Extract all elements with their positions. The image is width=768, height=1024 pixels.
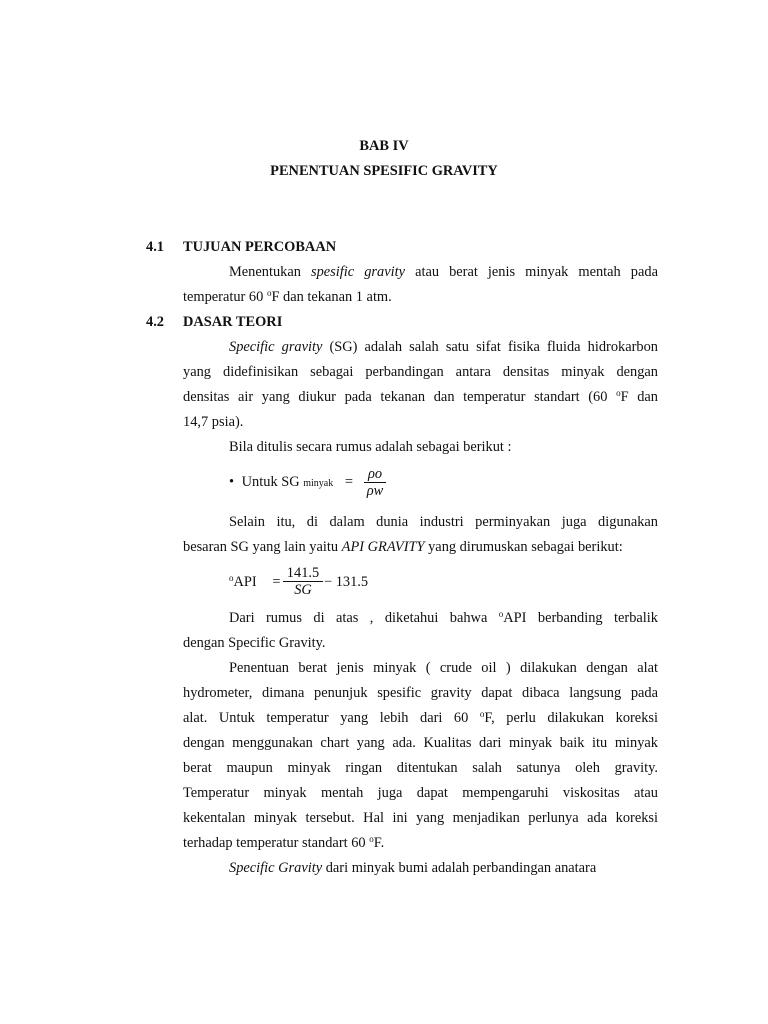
paragraph-line: 14,7 psia). [183, 414, 244, 430]
paragraph-line: kekentalan minyak tersebut. Hal ini yang menjadikan perlunya ada koreksi [183, 810, 658, 826]
paragraph-line: alat. Untuk temperatur yang lebih dari 60 $^o$F, perlu dilakukan koreksi [183, 710, 658, 726]
paragraph-line: yang didefinisikan sebagai perbandingan antara densitas minyak dengan [183, 364, 658, 380]
section-title-tujuan: TUJUAN PERCOBAAN [183, 239, 337, 255]
paragraph-line: dengan Specific Gravity. [183, 635, 326, 651]
bullet: • [229, 474, 235, 490]
section-title-dasar-teori: DASAR TEORI [183, 314, 283, 330]
paragraph-line: temperatur 60 $^o$F dan tekanan 1 atm. [183, 288, 392, 305]
paragraph-line: Selain itu, di dalam dunia industri perminyakan juga digunakan [229, 514, 658, 530]
paragraph-line: densitas air yang diukur pada tekanan dan temperatur standart (60 $^o$F dan [183, 389, 658, 405]
fraction-rho: ρo ρw [364, 466, 386, 499]
paragraph-line: dengan menggunakan chart yang ada. Kualitas dari minyak baik itu minyak [183, 735, 658, 751]
paragraph-line: Menentukan spesific gravity atau berat jenis minyak mentah pada [229, 264, 658, 280]
formula-api: $^o$API = [229, 573, 281, 590]
paragraph-line: besaran SG yang lain yaitu API GRAVITY yang dirumuskan sebagai berikut: [183, 539, 623, 555]
section-number-4-2: 4.2 [146, 314, 164, 330]
fraction-api: 141.5 SG [283, 565, 323, 598]
formula-sg-minyak: • Untuk SG minyak = [229, 474, 353, 490]
paragraph-line: hydrometer, dimana penunjuk spesific gravity dapat dibaca langsung pada [183, 685, 658, 701]
paragraph-line: Specific Gravity dari minyak bumi adalah perbandingan anatara [229, 860, 597, 876]
paragraph-line: Temperatur minyak mentah juga dapat mempengaruhi viskositas atau [183, 785, 658, 801]
chapter-label: BAB IV [359, 138, 409, 154]
chapter-title: PENENTUAN SPESIFIC GRAVITY [270, 163, 498, 179]
section-number-4-1: 4.1 [146, 239, 164, 255]
paragraph-line: Penentuan berat jenis minyak ( crude oil ) dilakukan dengan alat [229, 660, 658, 676]
paragraph-line: Dari rumus di atas , diketahui bahwa $^o$API berbanding terbalik [229, 610, 658, 626]
paragraph-line: Specific gravity (SG) adalah salah satu sifat fisika fluida hidrokarbon [229, 339, 658, 355]
paragraph-line: berat maupun minyak ringan ditentukan salah satunya oleh gravity. [183, 760, 658, 776]
paragraph-line: terhadap temperatur standart 60 $^o$F. [183, 834, 385, 851]
formula-api-tail: − 131.5 [324, 574, 369, 590]
paragraph-line: Bila ditulis secara rumus adalah sebagai berikut : [229, 439, 512, 455]
